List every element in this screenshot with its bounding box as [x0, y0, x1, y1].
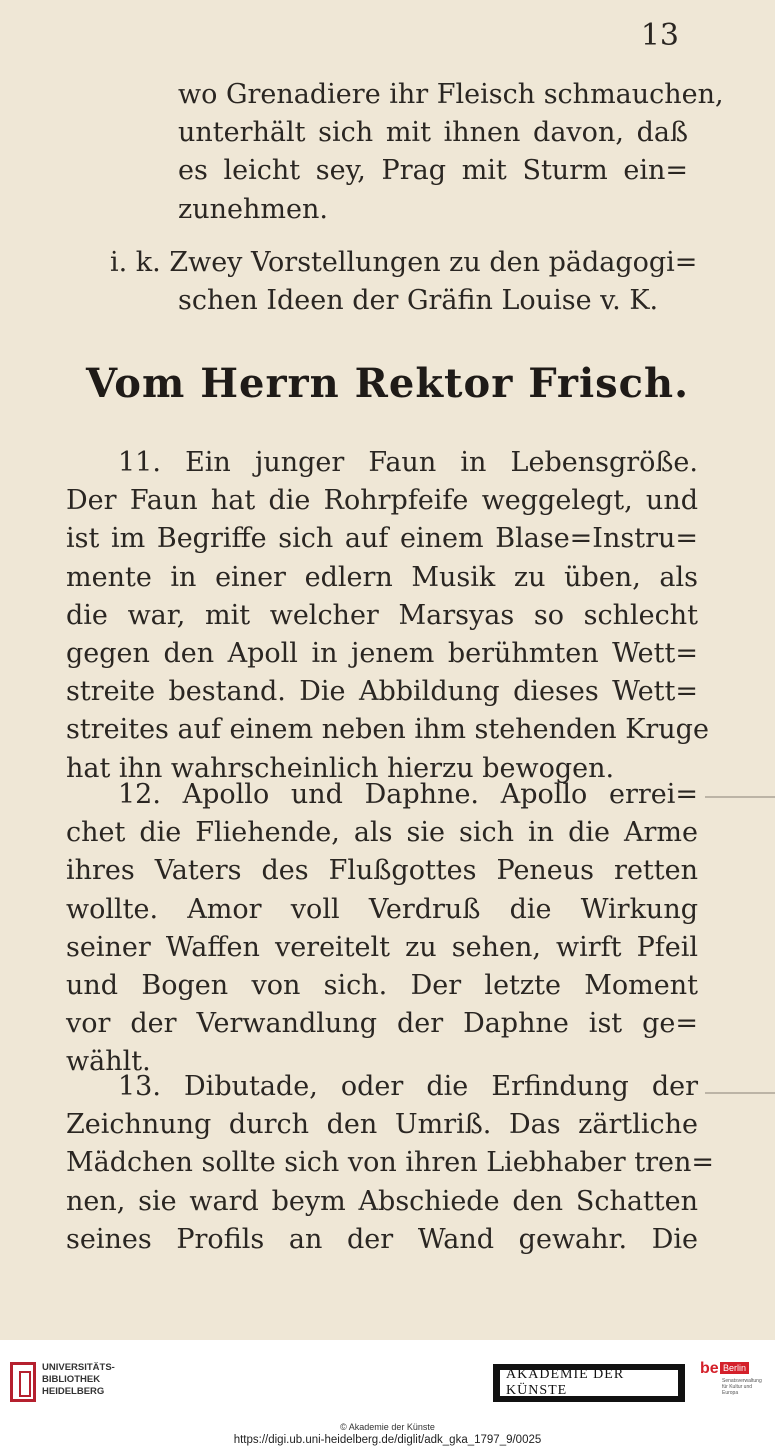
text-line: i. k. Zwey Vorstellungen zu den pädagogi=: [110, 247, 698, 278]
text-line: wählt.: [66, 1046, 151, 1078]
text-line: 12. Apollo und Daphne. Apollo errei=: [118, 779, 698, 810]
academy-logo[interactable]: [493, 1364, 685, 1402]
berlin-subtext: Senatsverwaltung für Kultur und Europa: [722, 1378, 762, 1396]
margin-mark: [705, 796, 775, 798]
library-logo-text: UNIVERSITÄTS- BIBLIOTHEK HEIDELBERG: [42, 1362, 115, 1397]
text-line: ihres Vaters des Flußgottes Peneus retten: [66, 855, 698, 887]
entry-ik: [110, 244, 698, 320]
text-line: seines Profils an der Wand gewahr. Die: [66, 1223, 698, 1255]
text-line: wo Grenadiere ihr Fleisch schmauchen,: [178, 79, 724, 110]
text-line: nen, sie ward beym Abschiede den Schatten: [66, 1185, 698, 1217]
university-library-logo[interactable]: [10, 1360, 140, 1410]
text-line: gegen den Apoll in jenem berühmten Wett=: [66, 638, 698, 670]
text-line: ist im Begriffe sich auf einem Blase=Instru=: [66, 523, 698, 555]
entry-11: [66, 444, 709, 788]
text-line: wollte. Amor voll Verdruß die Wirkung: [66, 893, 698, 925]
copyright-notice: © Akademie der Künste: [340, 1422, 435, 1432]
berlin-box-text: Berlin: [720, 1362, 749, 1374]
permalink-url[interactable]: https://digi.ub.uni-heidelberg.de/diglit/adk_gka_1797_9/0025: [233, 1434, 542, 1446]
text-line: und Bogen von sich. Der letzte Moment: [66, 970, 698, 1002]
section-heading: Vom Herrn Rektor Frisch.: [85, 360, 690, 407]
academy-logo-text: AKADEMIE DER KÜNSTE: [499, 1364, 679, 1402]
text-line: die war, mit welcher Marsyas so schlecht: [66, 599, 698, 631]
library-mark-icon: [10, 1362, 36, 1402]
text-line: schen Ideen der Gräfin Louise v. K.: [178, 285, 659, 317]
text-line: Mädchen sollte sich von ihren Liebhaber tren=: [66, 1147, 715, 1179]
continuation-paragraph: [178, 76, 724, 229]
text-line: Der Faun hat die Rohrpfeife weggelegt, und: [66, 485, 698, 517]
text-line: es leicht sey, Prag mit Sturm ein=: [178, 155, 688, 187]
text-line: Zeichnung durch den Umriß. Das zärtliche: [66, 1109, 698, 1141]
text-line: streites auf einem neben ihm stehenden Kruge: [66, 714, 709, 746]
text-line: vor der Verwandlung der Daphne ist ge=: [66, 1008, 698, 1040]
text-line: mente in einer edlern Musik zu üben, als: [66, 561, 698, 593]
text-line: zunehmen.: [178, 193, 328, 225]
berlin-be-text: be: [700, 1360, 719, 1377]
text-line: 13. Dibutade, oder die Erfindung der: [118, 1071, 698, 1102]
entry-12: [66, 776, 698, 1082]
text-line: seiner Waffen vereitelt zu sehen, wirft Pfeil: [66, 931, 698, 963]
margin-mark: [705, 1092, 775, 1094]
text-line: chet die Fliehende, als sie sich in die Arme: [66, 817, 698, 849]
text-line: streite bestand. Die Abbildung dieses Wett=: [66, 676, 698, 708]
text-line: unterhält sich mit ihnen davon, daß: [178, 117, 688, 149]
page-number: 13: [640, 18, 679, 53]
text-line: 11. Ein junger Faun in Lebensgröße.: [118, 447, 698, 478]
viewer-footer: [0, 1340, 775, 1451]
berlin-senate-logo[interactable]: [700, 1360, 764, 1406]
entry-13: [66, 1068, 715, 1259]
text-line: hat ihn wahrscheinlich hierzu bewogen.: [66, 752, 615, 784]
